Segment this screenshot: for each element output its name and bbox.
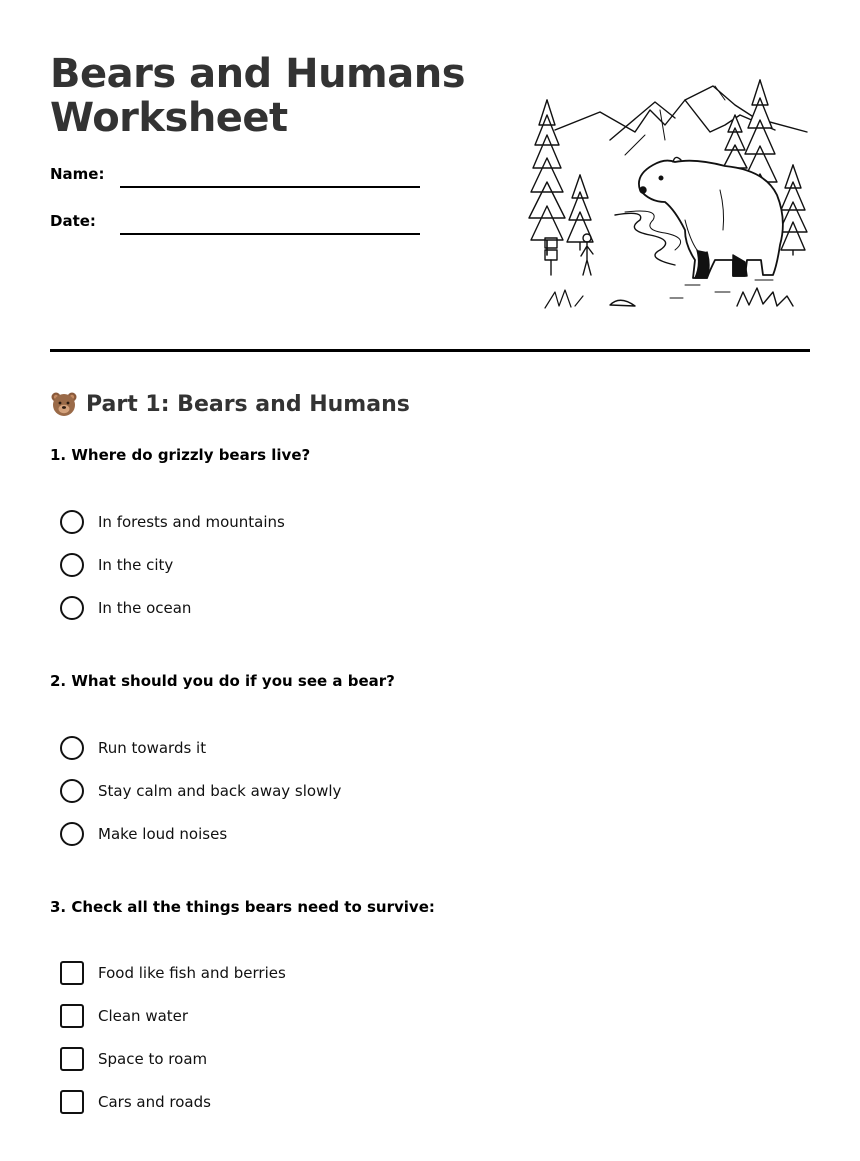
option-label: In the ocean xyxy=(98,599,192,617)
bear-forest-illustration xyxy=(525,70,815,320)
radio-button[interactable] xyxy=(60,553,84,577)
q3-option-1[interactable] xyxy=(60,960,286,986)
question-1: 1. Where do grizzly bears live? xyxy=(50,446,311,464)
checkbox[interactable] xyxy=(60,1047,84,1071)
radio-button[interactable] xyxy=(60,510,84,534)
q2-option-3[interactable] xyxy=(60,821,227,847)
q1-option-2[interactable] xyxy=(60,552,173,578)
q1-option-3[interactable] xyxy=(60,595,191,621)
radio-button[interactable] xyxy=(60,596,84,620)
option-label: Cars and roads xyxy=(98,1093,211,1111)
option-label: Make loud noises xyxy=(98,825,228,843)
name-label: Name: xyxy=(50,165,105,183)
section-divider xyxy=(50,349,810,352)
option-label: Space to roam xyxy=(98,1050,208,1068)
date-label: Date: xyxy=(50,212,96,230)
option-label: In forests and mountains xyxy=(98,513,285,531)
question-3: 3. Check all the things bears need to survive: xyxy=(50,898,435,916)
option-label: Clean water xyxy=(98,1007,189,1025)
q3-option-2[interactable] xyxy=(60,1003,188,1029)
checkbox[interactable] xyxy=(60,961,84,985)
name-field xyxy=(50,165,420,189)
q2-option-1[interactable] xyxy=(60,735,206,761)
option-label: Food like fish and berries xyxy=(98,964,286,982)
bear-face-emoji-icon xyxy=(50,390,78,418)
option-label: Run towards it xyxy=(98,739,207,757)
worksheet-title: Bears and Humans Worksheet xyxy=(50,51,466,141)
checkbox[interactable] xyxy=(60,1004,84,1028)
radio-button[interactable] xyxy=(60,736,84,760)
q2-option-2[interactable] xyxy=(60,778,341,804)
radio-button[interactable] xyxy=(60,822,84,846)
option-label: Stay calm and back away slowly xyxy=(98,782,342,800)
option-label: In the city xyxy=(98,556,174,574)
question-2: 2. What should you do if you see a bear? xyxy=(50,672,395,690)
name-input-line[interactable] xyxy=(120,186,420,188)
q3-option-4[interactable] xyxy=(60,1089,211,1115)
part1-heading-text: Part 1: Bears and Humans xyxy=(86,391,410,417)
q3-option-3[interactable] xyxy=(60,1046,207,1072)
q1-option-1[interactable] xyxy=(60,509,285,535)
date-field xyxy=(50,212,420,236)
date-input-line[interactable] xyxy=(120,233,420,235)
checkbox[interactable] xyxy=(60,1090,84,1114)
part1-heading xyxy=(50,390,410,418)
radio-button[interactable] xyxy=(60,779,84,803)
